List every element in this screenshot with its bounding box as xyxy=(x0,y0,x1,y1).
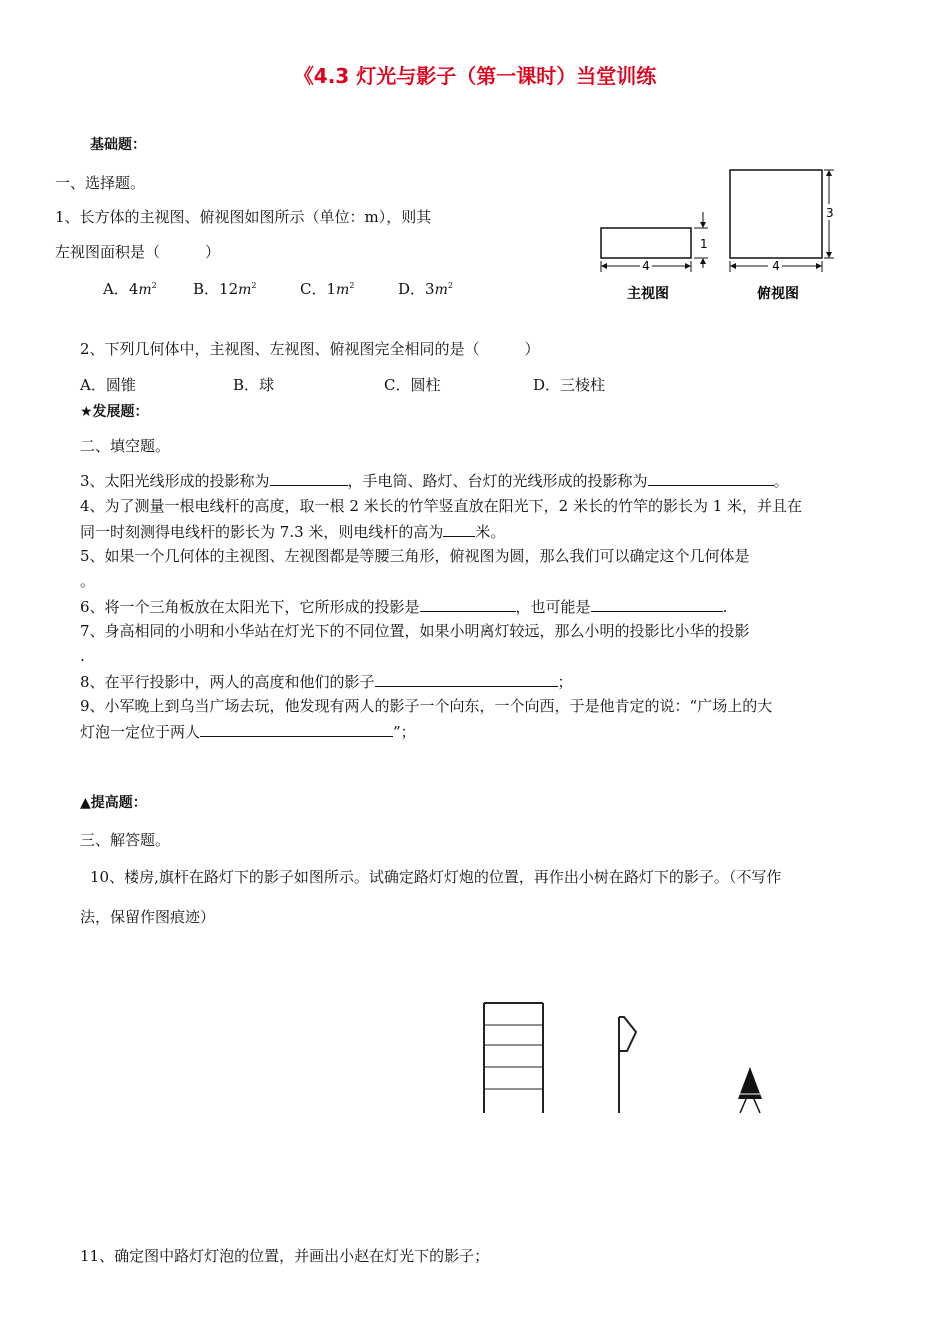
q3-blank-2 xyxy=(648,470,774,486)
q9-line1: 9、小军晚上到乌当广场去玩，他发现有两人的影子一个向东，一个向西，于是他肯定的说：“广场上的大 xyxy=(80,697,773,715)
q5-line1: 5、如果一个几何体的主视图、左视图都是等腰三角形，俯视图为圆，那么我们可以确定这个几何体是 xyxy=(80,547,750,565)
section-fill: 二、填空题。 xyxy=(80,437,171,455)
q4-blank xyxy=(443,521,475,537)
q8-blank xyxy=(375,671,558,687)
q1-line2: 左视图面积是（ ） xyxy=(55,243,221,261)
q1-views-figure xyxy=(590,160,850,310)
q2-option-d: D．三棱柱 xyxy=(533,376,606,394)
q1-option-b: B．$12m^2$ xyxy=(193,280,257,298)
section-choice: 一、选择题。 xyxy=(55,174,146,192)
q6: 6、将一个三角板放在太阳光下，它所形成的投影是 ，也可能是 . xyxy=(80,598,728,616)
q2-text: 2、下列几何体中，主视图、左视图、俯视图完全相同的是（ ） xyxy=(80,340,540,358)
front-view-rect xyxy=(601,228,691,258)
top-width-label: 4 xyxy=(772,259,780,273)
advance-heading: ▲提高题： xyxy=(80,795,147,811)
flagpole xyxy=(619,1017,636,1113)
q10-line2: 法，保留作图痕迹） xyxy=(80,908,216,926)
top-view-rect xyxy=(730,170,822,258)
q10-figure xyxy=(470,995,790,1120)
top-view-label: 俯视图 xyxy=(757,286,799,302)
q7-line1: 7、身高相同的小明和小华站在灯光下的不同位置，如果小明离灯较远，那么小明的投影比小华的投影 xyxy=(80,622,750,640)
front-height-label: 1 xyxy=(700,237,708,251)
q8: 8、在平行投影中，两人的高度和他们的影子 ； xyxy=(80,673,573,691)
q1-option-c: C．$1m^2$ xyxy=(300,280,355,298)
front-view-label: 主视图 xyxy=(627,286,669,302)
q2-option-c: C．圆柱 xyxy=(384,376,441,394)
section-answer: 三、解答题。 xyxy=(80,831,171,849)
page-title: 《4.3 灯光与影子（第一课时）当堂训练 xyxy=(293,64,657,88)
q1-option-d: D．$3m^2$ xyxy=(398,280,453,298)
q6-blank-1 xyxy=(420,596,516,612)
q6-blank-2 xyxy=(591,596,723,612)
q9-blank xyxy=(200,721,393,737)
q3-blank-1 xyxy=(270,470,348,486)
q1-option-a: A．$4m^2$ xyxy=(103,280,157,298)
q9-line2: 灯泡一定位于两人 ”； xyxy=(80,723,416,741)
q11: 11、确定图中路灯灯泡的位置，并画出小赵在灯光下的影子； xyxy=(80,1247,490,1265)
q1-line1: 1、长方体的主视图、俯视图如图所示（单位：m），则其 xyxy=(55,208,432,226)
small-tree xyxy=(738,1067,762,1113)
top-height-label: 3 xyxy=(826,206,834,220)
basic-heading: 基础题： xyxy=(90,137,146,153)
q7-line2: . xyxy=(80,647,85,665)
q3: 3、太阳光线形成的投影称为 ，手电筒、路灯、台灯的光线形成的投影称为 。 xyxy=(80,472,789,490)
q10-line1: 10、楼房,旗杆在路灯下的影子如图所示。试确定路灯灯炮的位置，再作出小树在路灯下的影子。（不写作 xyxy=(90,868,782,886)
q5-line2: 。 xyxy=(80,572,96,590)
develop-heading: ★发展题： xyxy=(80,404,149,420)
q4-line2: 同一时刻测得电线杆的影长为 7.3 米，则电线杆的高为 米。 xyxy=(80,523,506,541)
q2-option-a: A．圆锥 xyxy=(80,376,136,394)
q4-line1: 4、为了测量一根电线杆的高度，取一根 2 米长的竹竿竖直放在阳光下，2 米长的竹竿的影长为 1 米，并且在 xyxy=(80,497,803,515)
q2-option-b: B．球 xyxy=(233,376,275,394)
front-width-label: 4 xyxy=(642,259,650,273)
building xyxy=(484,1003,543,1113)
